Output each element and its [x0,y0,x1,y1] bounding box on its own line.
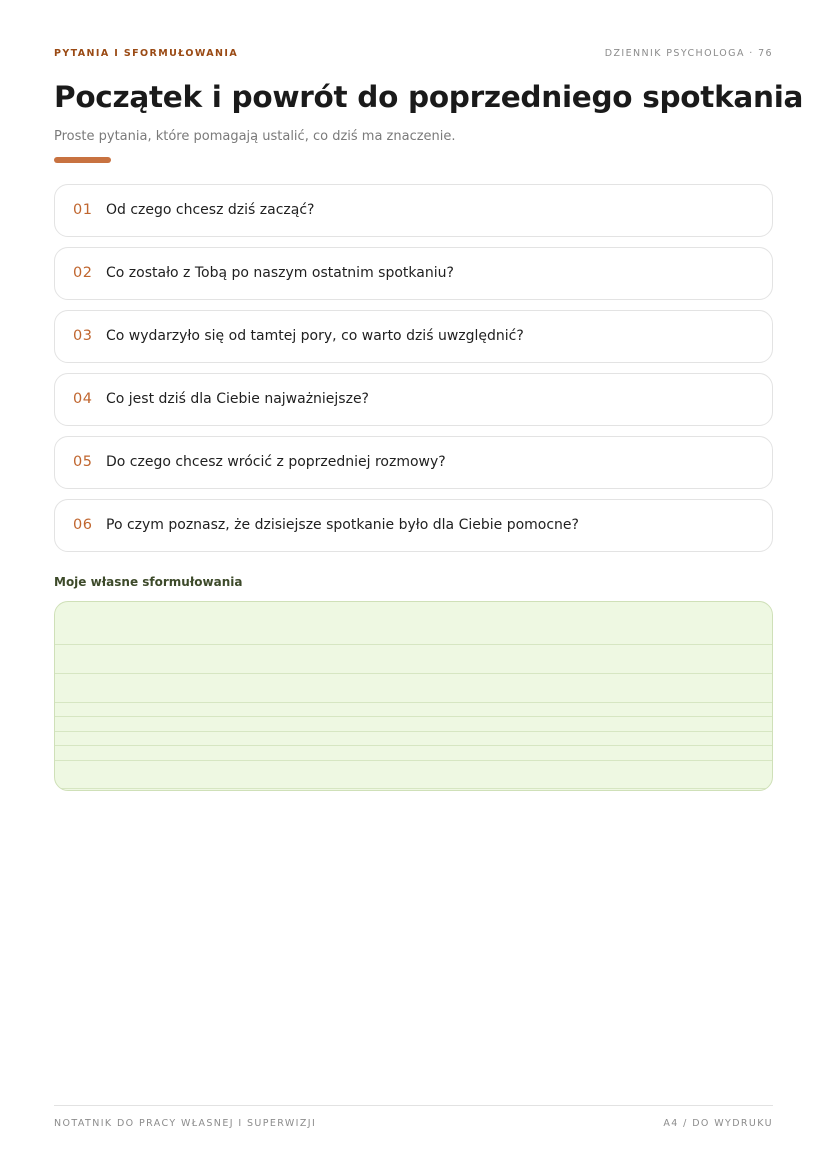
question-text: Co wydarzyło się od tamtej pory, co warto dziś uwzględnić? [106,328,524,344]
ruled-line [55,731,772,732]
question-number: 04 [73,391,93,407]
notes-heading: Moje własne sformułowania [54,575,243,589]
accent-bar [54,157,111,163]
ruled-line [55,644,772,645]
footer-notebook-label: NOTATNIK DO PRACY WŁASNEJ I SUPERWIZJI [54,1118,317,1129]
question-text: Do czego chcesz wrócić z poprzedniej rozmowy? [106,454,446,470]
ruled-line [55,673,772,674]
journal-page-label: DZIENNIK PSYCHOLOGA · 76 [604,48,773,59]
question-text: Po czym poznasz, że dzisiejsze spotkanie było dla Ciebie pomocne? [106,517,579,533]
question-number: 06 [73,517,93,533]
question-card [54,184,773,237]
question-number: 01 [73,202,93,218]
question-list [54,184,773,562]
question-number: 03 [73,328,93,344]
question-text: Co zostało z Tobą po naszym ostatnim spotkaniu? [106,265,454,281]
page-subtitle: Proste pytania, które pomagają ustalić, co dziś ma znaczenie. [54,129,456,144]
question-card [54,373,773,426]
footer-divider [54,1105,773,1106]
section-label: PYTANIA I SFORMUŁOWANIA [54,48,239,59]
worksheet-page [54,0,804,1170]
ruled-line [55,702,772,703]
question-card [54,247,773,300]
question-card [54,436,773,489]
footer-print-label: A4 / DO WYDRUKU [663,1118,773,1129]
question-number: 05 [73,454,93,470]
ruled-line [55,760,772,761]
top-header [54,48,773,62]
question-card [54,499,773,552]
question-text: Co jest dziś dla Ciebie najważniejsze? [106,391,369,407]
notes-writing-area[interactable] [54,601,773,791]
question-text: Od czego chcesz dziś zacząć? [106,202,315,218]
question-number: 02 [73,265,93,281]
page-title: Początek i powrót do poprzedniego spotkania [54,80,804,114]
question-card [54,310,773,363]
